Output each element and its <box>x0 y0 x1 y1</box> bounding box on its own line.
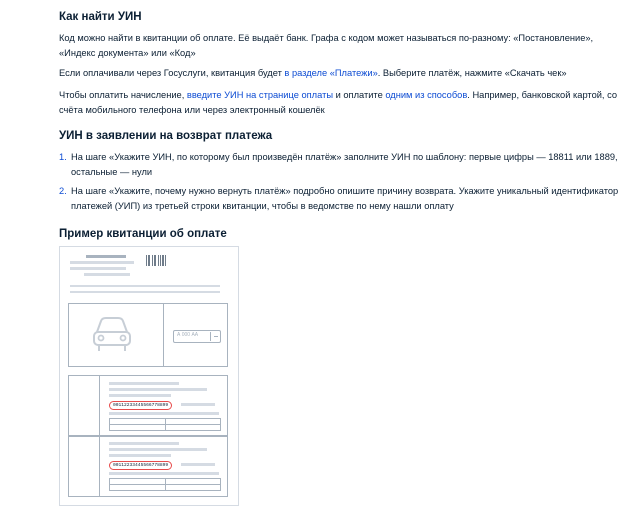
receipt-bar <box>70 291 220 293</box>
license-plate-icon <box>173 330 221 343</box>
receipt-bar <box>109 394 171 397</box>
receipt-bar <box>109 442 179 445</box>
barcode-icon <box>146 255 166 266</box>
text: Чтобы оплатить начисление, <box>59 90 187 100</box>
receipt-bar <box>109 448 207 451</box>
receipt-bar <box>181 463 215 466</box>
receipt-bar <box>70 261 134 264</box>
payment-block-bottom <box>68 435 228 497</box>
receipt-bar <box>109 472 219 475</box>
receipt-example-image <box>59 246 239 506</box>
list-text: На шаге «Укажите УИН, по которому был произведён платёж» заполните УИН по шаблону: первые цифры — 18811 или 1889, остальные — нули <box>71 152 618 177</box>
receipt-bar <box>70 267 126 270</box>
text: . Например, банковской картой, со счёта мобильного телефона или через электронный кошелёк <box>59 90 618 115</box>
car-icon <box>91 314 133 354</box>
payment-methods-link[interactable]: одним из способов <box>385 90 468 100</box>
receipt-table <box>109 418 221 431</box>
uin-highlight: 00112233445566778899 <box>109 461 172 470</box>
uin-highlight: 00112233445566778899 <box>109 401 172 410</box>
section-title-find-uin: Как найти УИН <box>59 11 142 23</box>
receipt-bar <box>70 285 220 287</box>
receipt-bar <box>181 403 215 406</box>
list-number: 1. <box>59 152 67 162</box>
text: и оплатите <box>333 90 386 100</box>
receipt-bar <box>109 412 219 415</box>
text: Если оплачивали через Госуслуги, квитанция будет <box>59 68 285 78</box>
payment-block-top <box>68 375 228 437</box>
receipt-bar <box>86 255 126 258</box>
section-title-refund: УИН в заявлении на возврат платежа <box>59 130 273 142</box>
list-text: На шаге «Укажите, почему нужно вернуть платёж» подробно опишите причину возврата. Укажите уникальный идентификатор платежей (УИП) из третьей строки квитанции, чтобы в ведомстве по нему нашли оплату <box>71 186 619 211</box>
paragraph-gosuslugi <box>59 66 619 81</box>
text: . Выберите платёж, нажмите «Скачать чек» <box>377 68 567 78</box>
receipt-bar <box>109 454 171 457</box>
paragraph-how-to-pay <box>59 88 619 118</box>
section-title-receipt-example: Пример квитанции об оплате <box>59 228 227 240</box>
list-number: 2. <box>59 186 67 196</box>
paragraph-where-to-find: Код можно найти в квитанции об оплате. Её выдаёт банк. Графа с кодом может называться по-разному: «Постановление», «Индекс документа» или «Код» <box>59 33 594 58</box>
receipt-bar <box>109 388 207 391</box>
payments-section-link[interactable]: в разделе «Платежи» <box>284 68 378 78</box>
plate-text: А 000 АА <box>177 332 199 338</box>
receipt-table <box>109 478 221 491</box>
receipt-bar <box>84 273 130 276</box>
vehicle-section <box>68 303 228 367</box>
enter-uin-link[interactable]: введите УИН на странице оплаты <box>186 90 334 100</box>
receipt-bar <box>109 382 179 385</box>
